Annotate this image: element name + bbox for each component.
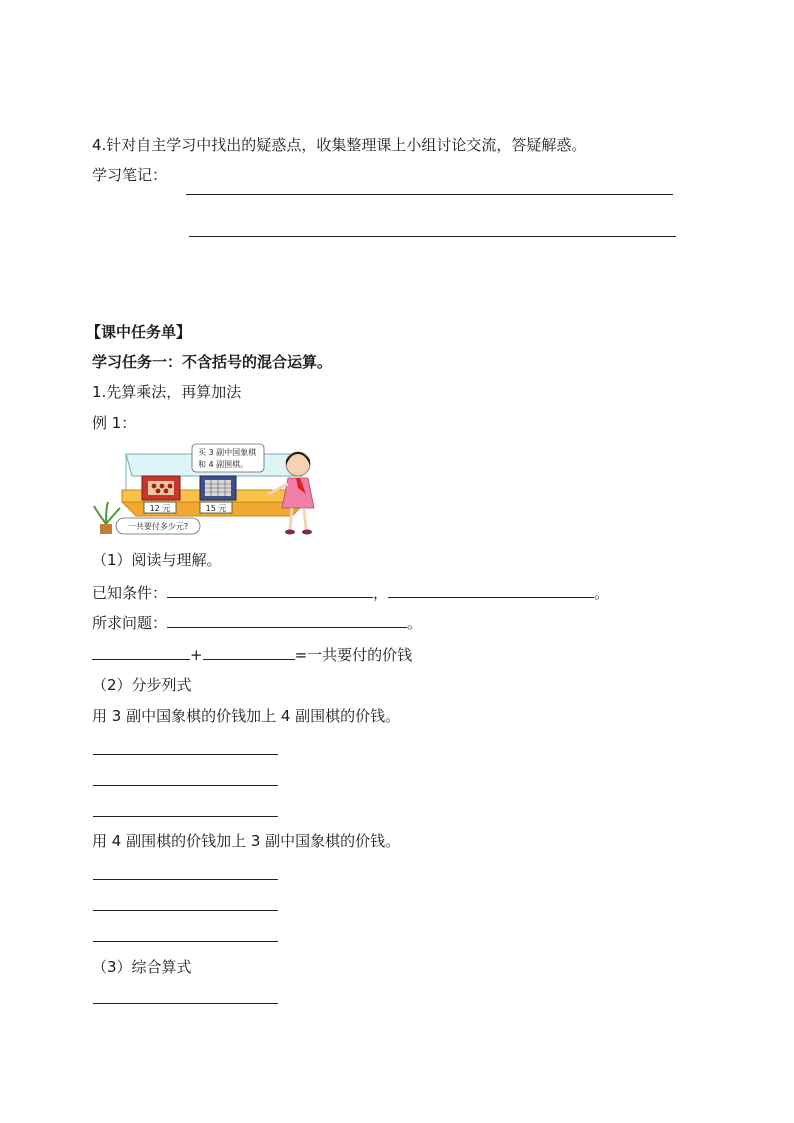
answer-line-a1[interactable] [93,754,278,755]
answer-line-b1[interactable] [93,879,278,880]
task1-title: 学习任务一：不含括号的混合运算。 [92,353,333,371]
part3-title: （3）综合算式 [92,958,192,976]
notes-line-2 [189,236,676,237]
known-label: 已知条件： [92,584,168,602]
item-4-text: 4.针对自主学习中找出的疑惑点，收集整理课上小组讨论交流，答疑解惑。 [92,136,587,154]
known-period: 。 [594,584,610,602]
price-tag-chess: 12 元 [149,504,171,513]
ask-period: 。 [407,614,423,632]
answer-line-b2[interactable] [93,910,278,911]
equation-row [92,644,412,665]
question-bubble: 一共要付多少元? [127,522,189,531]
ask-row [92,612,422,633]
ask-label: 所求问题： [92,614,168,632]
example-label: 例 1： [92,414,137,432]
method-b-text: 用 4 副围棋的价钱加上 3 副中国象棋的价钱。 [92,832,401,850]
part2-title: （2）分步列式 [92,676,192,694]
section-title: 【课中任务单】 [86,323,192,341]
part1-title: （1）阅读与理解。 [92,551,222,569]
known-blank-1[interactable] [167,582,373,598]
equation-plus: + [190,646,203,664]
ask-blank[interactable] [167,612,407,628]
known-blank-2[interactable] [388,582,594,598]
answer-line-a2[interactable] [93,785,278,786]
step1-text: 1.先算乘法，再算加法 [92,383,242,401]
equation-blank-1[interactable] [92,644,190,660]
speech-line-1: 买 3 副中国象棋 [198,448,257,457]
answer-line-a3[interactable] [93,816,278,817]
price-tag-go: 15 元 [205,504,227,513]
method-a-text: 用 3 副中国象棋的价钱加上 4 副围棋的价钱。 [92,707,401,725]
notes-line-1 [186,194,673,195]
speech-line-2: 和 4 副围棋。 [198,460,249,469]
answer-line-b3[interactable] [93,941,278,942]
go-box-icon [200,476,236,500]
equation-blank-2[interactable] [203,644,295,660]
example-illustration [92,436,344,540]
equation-tail: =一共要付的价钱 [294,646,413,664]
answer-line-combined[interactable] [93,1003,278,1004]
known-comma: ， [373,584,389,602]
plant-icon [94,502,120,534]
chess-box-icon [142,476,180,500]
known-row [92,582,609,603]
notes-label: 学习笔记： [92,166,168,184]
